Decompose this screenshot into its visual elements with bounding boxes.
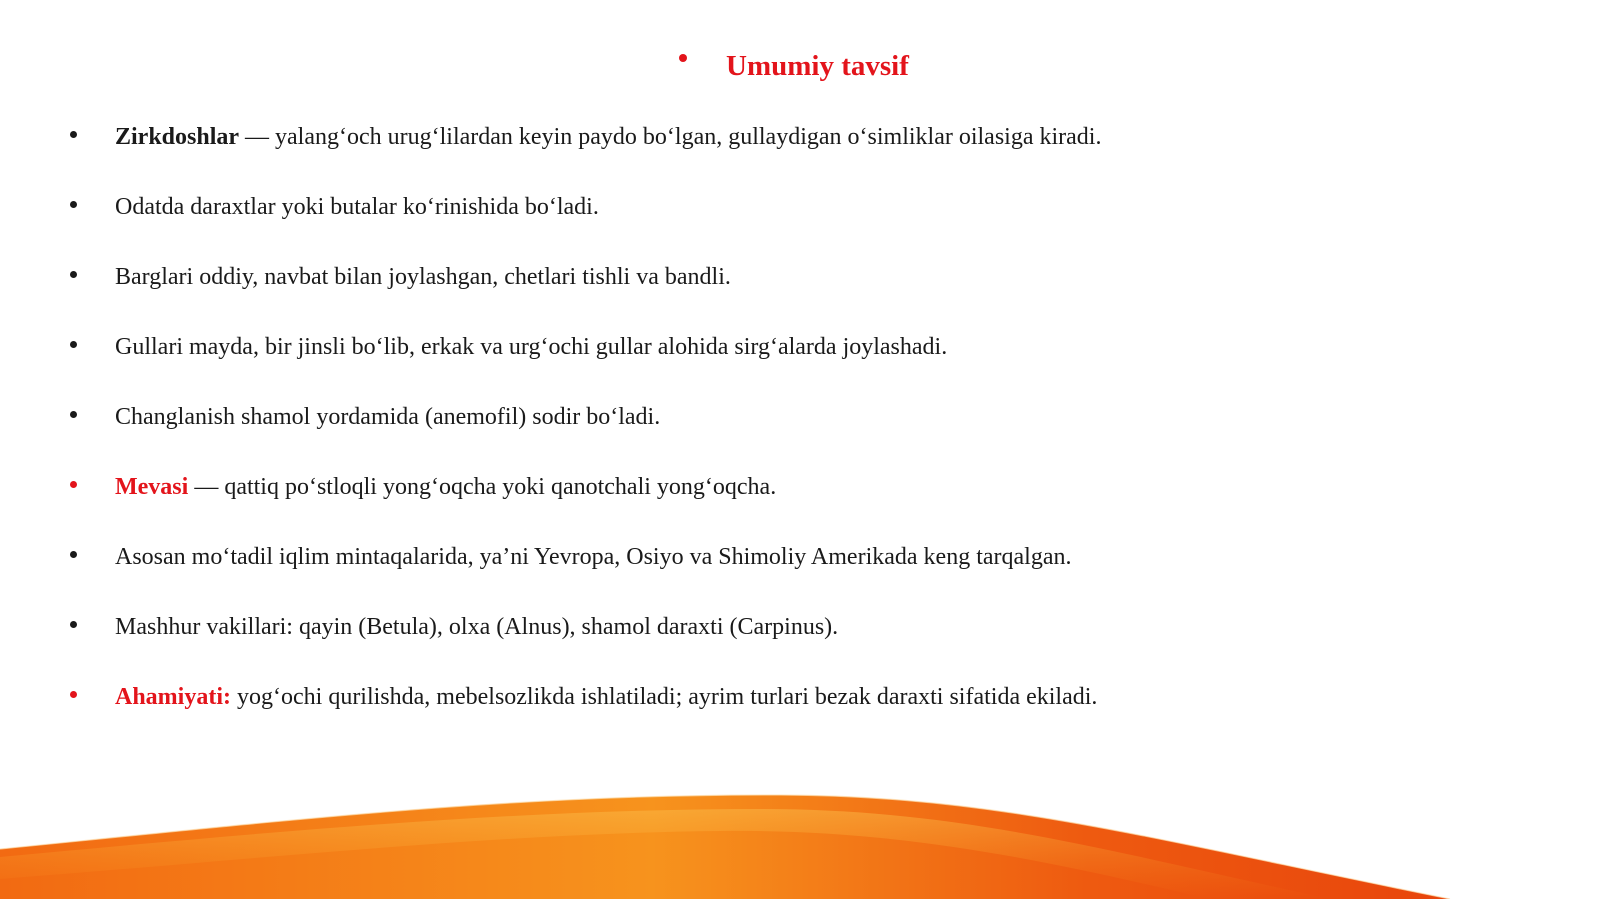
- bullet-item-6: [0, 469, 1600, 539]
- bullet-dot-icon: [70, 551, 77, 558]
- bullet-body: Barglari oddiy, navbat bilan joylashgan, chetlari tishli va bandli.: [115, 264, 731, 290]
- bullet-body: Changlanish shamol yordamida (anemofil) sodir bo‘ladi.: [115, 404, 661, 430]
- bullet-dot-icon: [70, 411, 77, 418]
- bullet-body: Odatda daraxtlar yoki butalar ko‘rinishida bo‘ladi.: [115, 194, 599, 220]
- bullet-text: [115, 329, 947, 365]
- bullet-item-7: [0, 539, 1600, 609]
- bullet-dot-icon: [70, 341, 77, 348]
- bullet-text: [115, 119, 1101, 155]
- bullet-item-5: [0, 399, 1600, 469]
- bullet-item-4: [0, 329, 1600, 399]
- bullet-dot-icon: [70, 481, 77, 488]
- bullet-text: [115, 679, 1097, 715]
- bullet-item-8: [0, 609, 1600, 679]
- bullet-lead-term: Mevasi: [115, 474, 189, 500]
- title-bullet-icon: [679, 54, 687, 62]
- slide-title-row: [0, 46, 1600, 86]
- bullet-body: — qattiq po‘stloqli yong‘oqcha yoki qanotchali yong‘oqcha.: [188, 474, 777, 500]
- bullet-lead-term: Zirkdoshlar: [115, 124, 240, 150]
- bullet-dot-icon: [70, 691, 77, 698]
- bullet-text: [115, 469, 776, 505]
- bullet-dot-icon: [70, 621, 77, 628]
- bullet-list: [0, 119, 1600, 749]
- bullet-lead-term: Ahamiyati:: [115, 684, 231, 710]
- bullet-text: [115, 609, 838, 645]
- bullet-dot-icon: [70, 131, 77, 138]
- bullet-body: Mashhur vakillari: qayin (Betula), olxa (Alnus), shamol daraxti (Carpinus).: [115, 614, 839, 640]
- bullet-text: [115, 189, 599, 225]
- decorative-orange-wave: [0, 759, 1600, 899]
- bullet-item-2: [0, 189, 1600, 259]
- bullet-item-9: [0, 679, 1600, 749]
- bullet-text: [115, 399, 660, 435]
- bullet-dot-icon: [70, 201, 77, 208]
- bullet-body: — yalang‘och urug‘lilardan keyin paydo bo‘lgan, gullaydigan o‘simliklar oilasiga kiradi.: [239, 124, 1102, 150]
- slide-title: Umumiy tavsif: [726, 50, 909, 82]
- bullet-body: yog‘ochi qurilishda, mebelsozlikda ishlatiladi; ayrim turlari bezak daraxti sifatida ekiladi.: [231, 684, 1098, 710]
- bullet-item-1: [0, 119, 1600, 189]
- bullet-item-3: [0, 259, 1600, 329]
- bullet-text: [115, 259, 731, 295]
- bullet-body: Gullari mayda, bir jinsli bo‘lib, erkak va urg‘ochi gullar alohida sirg‘alarda joylashadi.: [115, 334, 948, 360]
- bullet-text: [115, 539, 1071, 575]
- bullet-body: Asosan mo‘tadil iqlim mintaqalarida, ya’ni Yevropa, Osiyo va Shimoliy Amerikada keng tarqalgan.: [115, 544, 1072, 570]
- bullet-dot-icon: [70, 271, 77, 278]
